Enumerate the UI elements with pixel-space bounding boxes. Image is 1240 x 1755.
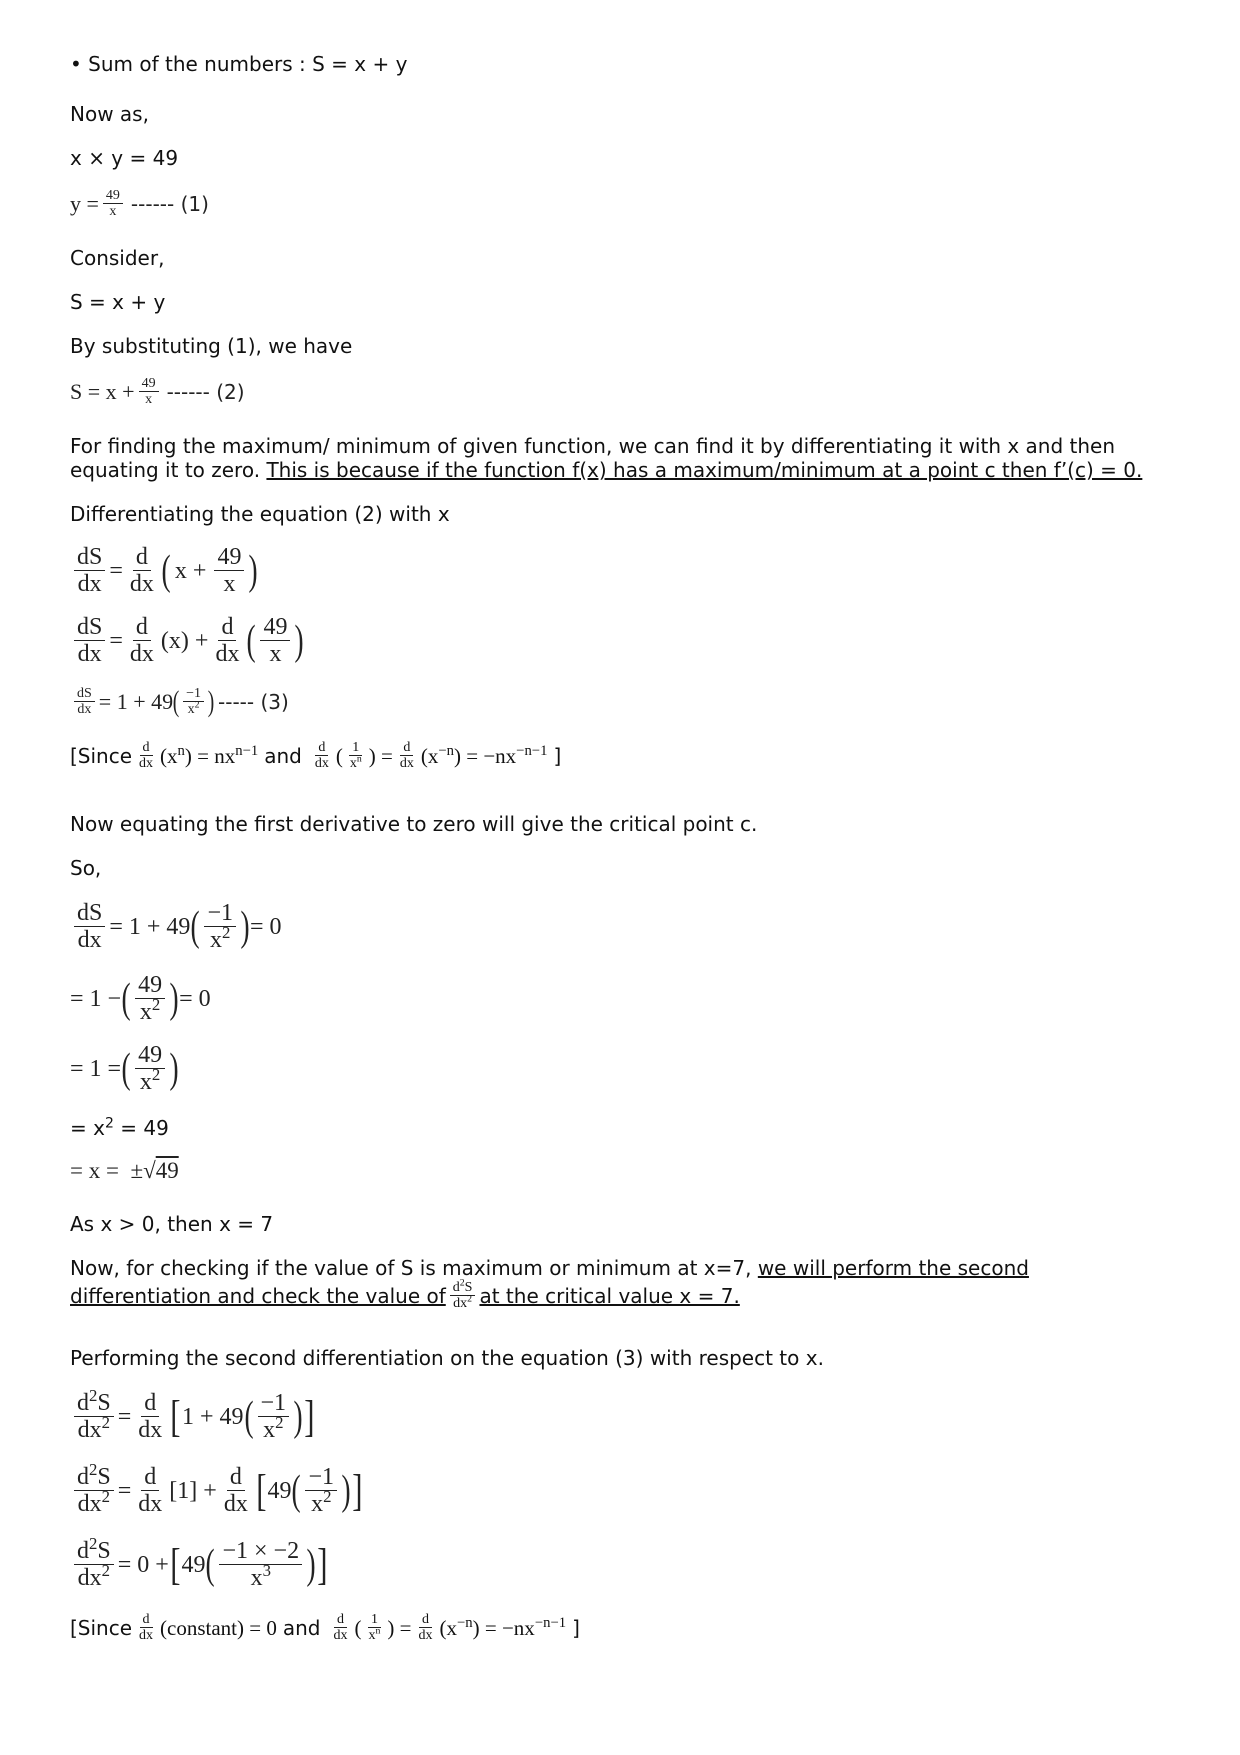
paragraph-second-line2: differentiation and check the value of $\frac{d^2S}{dx^2}$ at the critical value x = 7. (70, 1277, 740, 1312)
derivative-step-1: $\frac{dS}{dx}$ = $\frac{d}{dx}$ ( x + $\frac{49}{x}$ ) (70, 544, 258, 599)
critical-step-5: = x = ±√49 (70, 1158, 179, 1183)
sum-equation: S = x + y (70, 290, 166, 314)
text-differentiating: Differentiating the equation (2) with x (70, 502, 450, 526)
paragraph-second-underlined-2: differentiation and check the value of (70, 1284, 446, 1309)
text-now-as: Now as, (70, 102, 149, 126)
critical-step-4 (70, 1116, 169, 1140)
equation-2-label: ------ (2) (166, 380, 245, 405)
since-note-2: [Since $\frac{d}{dx}$ (constant) = 0 and $\frac{d}{dx}$ ( $\frac{1}{x^n}$ ) = $\frac{d}{dx}$ $(x^{-n}) = -nx^{-n-1}$ ] (70, 1612, 580, 1644)
paragraph-maxmin-underlined: This is because if the function f(x) has a maximum/minimum at a point c then f’(c) = 0. (266, 458, 1143, 482)
sum-definition: • Sum of the numbers : S = x + y (70, 52, 408, 76)
close-bracket-2: ] (572, 1616, 580, 1641)
second-derivative-step-2: $\frac{d^2S}{dx^2}$ = $\frac{d}{dx}$ [1] + $\frac{d}{dx}$ [ 49 ( $\frac{-1}{x^2}$ ) ] (70, 1464, 364, 1519)
text-consider: Consider, (70, 246, 165, 270)
paragraph-second-plain: Now, for checking if the value of S is maximum or minimum at x=7, (70, 1256, 752, 1280)
text-second-differentiation: Performing the second differentiation on the equation (3) with respect to x. (70, 1346, 824, 1370)
text-substituting: By substituting (1), we have (70, 334, 353, 358)
equation-2: S = x + $\frac{49}{x}$ ------ (2) (70, 376, 245, 408)
x-squared-exponent: 2 (104, 1115, 114, 1132)
equation-3-label: ----- (3) (218, 690, 289, 715)
and-label-2: and (282, 1616, 321, 1641)
second-derivative-step-3: $\frac{d^2S}{dx^2}$ = 0 + [ 49 ( $\frac{-1 \times -2}{x^3}$ ) ] (70, 1538, 329, 1593)
text-critical-point: Now equating the first derivative to zero will give the critical point c. (70, 812, 758, 836)
equation-1-label: ------ (1) (130, 192, 209, 217)
close-bracket: ] (553, 744, 562, 769)
paragraph-maxmin-line2 (70, 458, 1142, 482)
equation-1: y = $\frac{49}{x}$ ------ (1) (70, 188, 209, 220)
since-label: [Since (70, 744, 133, 769)
since-label-2: [Since (70, 1616, 133, 1641)
and-label: and (264, 744, 302, 769)
paragraph-maxmin-line1: For finding the maximum/ minimum of given function, we can find it by differentiating it with x and then (70, 434, 1116, 458)
x-squared-rest: = 49 (113, 1116, 169, 1140)
second-derivative-step-1: $\frac{d^2S}{dx^2}$ = $\frac{d}{dx}$ [ 1 + 49 ( $\frac{-1}{x^2}$ ) ] (70, 1390, 316, 1445)
product-equation: x × y = 49 (70, 146, 179, 170)
text-so: So, (70, 856, 102, 880)
equation-3: $\frac{dS}{dx}$ = 1 + 49 ( $\frac{-1}{x^2}$ ) ----- (3) (70, 686, 289, 718)
x-squared-base: = x (70, 1116, 105, 1140)
text-x-equals-7: As x > 0, then x = 7 (70, 1212, 274, 1236)
paragraph-second-underlined-3: at the critical value x = 7. (479, 1284, 740, 1309)
derivative-step-2: $\frac{dS}{dx}$ = $\frac{d}{dx}$ (x) + $\frac{d}{dx}$ ( $\frac{49}{x}$ ) (70, 614, 304, 669)
critical-step-2: = 1 − ( $\frac{49}{x^2}$ ) = 0 (70, 972, 211, 1026)
critical-step-3: = 1 = ( $\frac{49}{x^2}$ ) (70, 1042, 179, 1096)
critical-step-1: $\frac{dS}{dx}$ = 1 + 49 ( $\frac{-1}{x^2}$ ) = 0 (70, 900, 282, 955)
paragraph-second-underlined-1: we will perform the second (757, 1256, 1029, 1280)
paragraph-maxmin-plain: equating it to zero. (70, 458, 261, 482)
since-note-1: [Since $\frac{d}{dx}$ $(x^n) = nx^{n-1}$ and $\frac{d}{dx}$ ( $\frac{1}{x^n}$ ) = $\frac{d}{dx}$ $(x^{-n}) = -nx^{-n-1}$ ] (70, 740, 562, 772)
paragraph-second-line1 (70, 1256, 1029, 1280)
